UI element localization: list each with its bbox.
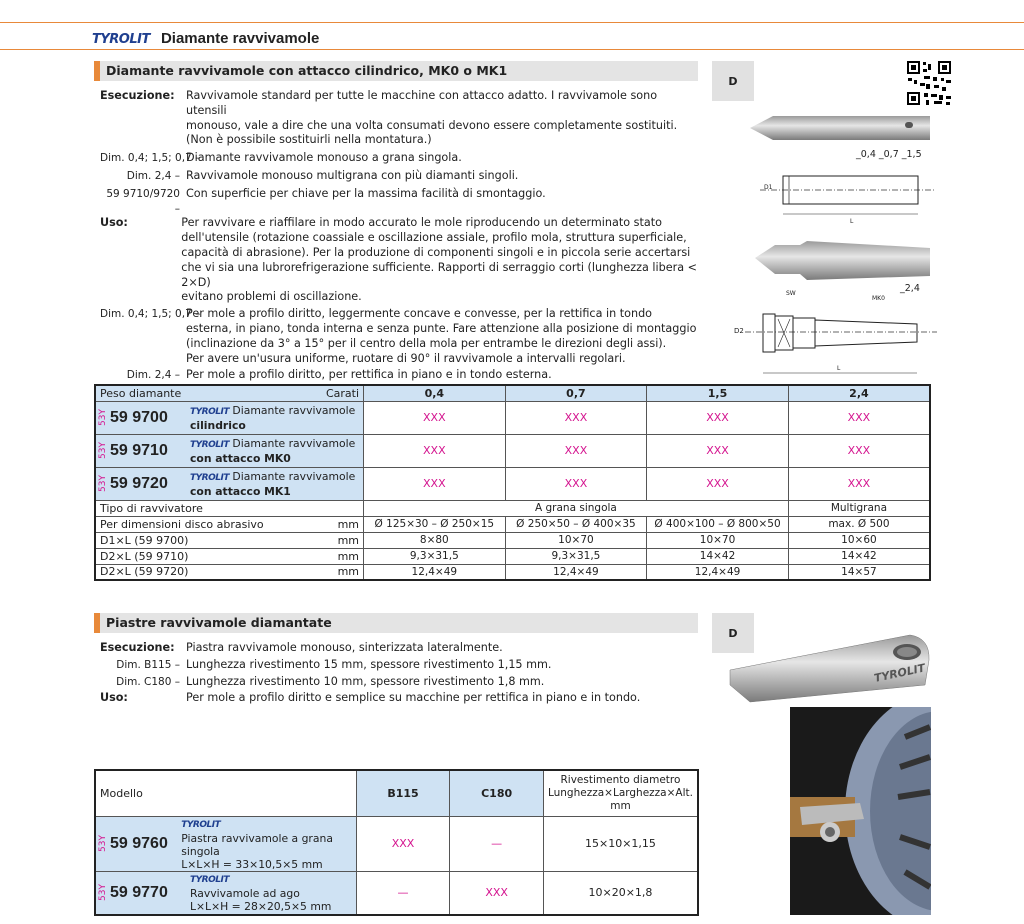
- spec-row: [95, 548, 930, 564]
- fig-d1: D1: [764, 184, 773, 191]
- d-label: D: [712, 613, 754, 653]
- spec-value: 10×60: [788, 532, 930, 548]
- header-col: 0,4: [364, 385, 506, 401]
- value-cell: XXX: [356, 816, 450, 871]
- value-cell: —: [450, 816, 544, 871]
- cylindrical-tool-photo: [750, 116, 930, 140]
- header-col: C180: [450, 770, 544, 816]
- section-title-plates: Piastre ravvivamole diamantate: [94, 613, 698, 633]
- product-desc: [190, 404, 355, 432]
- header-col: 1,5: [647, 385, 789, 401]
- product-code: 53Y: [98, 442, 108, 459]
- line: Per mole a profilo diritto, leggermente concave e convesse, per la rettifica in tondo: [186, 307, 653, 321]
- fig-dims-single: _0,4 _0,7 _1,5: [856, 149, 922, 160]
- label-dim: Dim. 2,4 –: [126, 169, 180, 182]
- header-rule-top: [0, 22, 1024, 23]
- line: monouso, vale a dire che una volta consumati devono essere completamente sostituiti.: [186, 118, 678, 132]
- label-dim: Dim. 2,4 –: [126, 369, 180, 382]
- spec-value: A grana singola: [364, 500, 789, 516]
- spec-value: 12,4×49: [364, 564, 506, 580]
- line: Per avere un'usura uniforme, ruotare di 90° il ravvivamole a intervalli regolari.: [186, 351, 626, 365]
- row-dim-b115: [100, 658, 700, 673]
- header-weight: Peso diamante Carati: [95, 385, 364, 401]
- article-number: 59 9770: [110, 883, 168, 901]
- header-col: 2,4: [788, 385, 930, 401]
- spec-value: 14×42: [647, 548, 789, 564]
- qr-code-icon: [906, 60, 952, 106]
- text-uso: [181, 216, 700, 305]
- table-header-row: [95, 770, 698, 816]
- mk0-tool-photo: [755, 241, 930, 280]
- spec-label: D2×L (59 9710) mm: [95, 548, 364, 564]
- dresser-plate-photo: [725, 630, 935, 705]
- value-cell: XXX: [788, 401, 930, 434]
- line: Piastra ravvivamole monouso, sinterizzata lateralmente.: [186, 641, 503, 654]
- header-col: B115: [356, 770, 450, 816]
- product-cell: [95, 816, 356, 871]
- row-dim-multi: [100, 169, 700, 184]
- line: Per ravvivare e riaffilare in modo accurato le mole riproducendo un determinato stato: [181, 216, 662, 230]
- row-esecuzione: [100, 641, 700, 656]
- product-code: 53Y: [98, 884, 108, 902]
- article-number: 59 9720: [110, 474, 168, 492]
- label-uso: Uso:: [100, 216, 128, 230]
- spec-label: D2×L (59 9720) mm: [95, 564, 364, 580]
- fig-dims-multi: _2,4: [900, 283, 920, 294]
- desc: Ravvivamole ad ago: [190, 887, 300, 901]
- value-cell: XXX: [505, 401, 647, 434]
- desc: Diamante ravvivamole: [232, 403, 356, 417]
- label-dim: Dim. C180 –: [116, 675, 180, 688]
- line: Lunghezza rivestimento 15 mm, spessore rivestimento 1,15 mm.: [186, 657, 552, 671]
- product-desc: [181, 817, 353, 871]
- label-dim: Dim. 0,4; 1,5; 0,7 –: [100, 308, 201, 321]
- fig-l2: L: [837, 365, 841, 372]
- application-photo: [790, 707, 931, 915]
- spec-value: Ø 250×50 – Ø 400×35: [505, 516, 647, 532]
- line: Lunghezza rivestimento 10 mm, spessore rivestimento 1,8 mm.: [186, 674, 545, 688]
- header-model: Modello: [95, 770, 356, 816]
- line: capacità di abrasione). Per la produzione di componenti singoli e in piccola serie accertarsi: [181, 245, 691, 259]
- spec-value: Multigrana: [788, 500, 930, 516]
- brand-logo: TYROLIT: [190, 439, 229, 450]
- value-cell: XXX: [788, 434, 930, 467]
- spec-value: 9,3×31,5: [505, 548, 647, 564]
- line: esterna, in piano, tonda interna e senza punte. Fare attenzione alla posizione di montaggio: [186, 321, 697, 335]
- spec-value: Ø 125×30 – Ø 250×15: [364, 516, 506, 532]
- article-number: 59 9760: [110, 834, 168, 852]
- spec-value: 12,4×49: [505, 564, 647, 580]
- line: Ravvivamole monouso multigrana con più diamanti singoli.: [186, 168, 519, 182]
- value-cell: XXX: [364, 467, 506, 500]
- header-dims: Rivestimento diametro Lunghezza×Larghezza×Alt. mm: [543, 770, 698, 816]
- spec-value: Ø 400×100 – Ø 800×50: [647, 516, 789, 532]
- line: (Non è possibile sostituirli nella montatura.): [186, 133, 432, 147]
- label-dim: 59 9710/9720 –: [106, 187, 180, 215]
- desc-bold: con attacco MK0: [190, 451, 291, 465]
- desc-bold: cilindrico: [190, 418, 246, 432]
- brand-logo: TYROLIT: [181, 819, 221, 830]
- label-dim: Dim. 0,4; 1,5; 0,7 –: [100, 152, 201, 165]
- product-desc: [190, 470, 355, 498]
- product-code: 53Y: [98, 409, 108, 426]
- text-esecuzione: [186, 89, 696, 148]
- fig-d2: D2: [734, 327, 744, 335]
- label-esecuzione: Esecuzione:: [100, 89, 175, 102]
- brand-logo: TYROLIT: [190, 406, 229, 417]
- label-esecuzione: Esecuzione:: [100, 641, 175, 654]
- line: Con superficie per chiave per la massima facilità di smontaggio.: [186, 186, 546, 200]
- spec-label: Tipo di ravvivatore: [95, 500, 364, 516]
- page-header: [92, 28, 319, 47]
- article-number: 59 9700: [110, 408, 168, 426]
- line: evitano problemi di oscillazione.: [181, 290, 362, 304]
- value-cell: XXX: [788, 467, 930, 500]
- row-dim-usage-single: [100, 307, 700, 366]
- value-cell: 10×20×1,8: [543, 871, 698, 915]
- line: che vi sia una lubrorefrigerazione sufficiente. Rapporti di serraggio corti (lunghezza libera < 2×D): [181, 260, 697, 289]
- article-number: 59 9710: [110, 441, 168, 459]
- row-dim-usage-multi: [100, 368, 700, 383]
- desc: Diamante ravvivamole: [232, 469, 356, 483]
- value-cell: 15×10×1,15: [543, 816, 698, 871]
- line: Diamante ravvivamole monouso a grana singola.: [186, 151, 462, 165]
- product-cell: [95, 434, 364, 467]
- diamond-table: [94, 384, 931, 581]
- line: Per mole a profilo diritto e semplice su macchine per rettifica in piano e in tondo.: [186, 691, 641, 705]
- spec-value: 9,3×31,5: [364, 548, 506, 564]
- row-dim-c180: [100, 675, 700, 690]
- product-desc: [190, 872, 331, 913]
- value-cell: XXX: [505, 467, 647, 500]
- brand-logo: TYROLIT: [92, 32, 150, 47]
- value-cell: XXX: [450, 871, 544, 915]
- section2-body: [100, 641, 700, 706]
- spec-value: 14×57: [788, 564, 930, 580]
- value-cell: XXX: [364, 434, 506, 467]
- line: dell'utensile (rotazione coassiale e oscillazione assiale, profilo mola, struttura superficiale,: [181, 231, 687, 245]
- fig-l1: L: [850, 218, 854, 225]
- product-cell: [95, 401, 364, 434]
- spec-value: 10×70: [505, 532, 647, 548]
- line: Ravvivamole standard per tutte le macchine con attacco adatto. I ravvivamole sono utensili: [186, 89, 658, 117]
- value-cell: —: [356, 871, 450, 915]
- brand-logo: TYROLIT: [190, 472, 229, 483]
- value-cell: XXX: [647, 401, 789, 434]
- desc-bold: con attacco MK1: [190, 484, 291, 498]
- desc: Diamante ravvivamole: [232, 436, 356, 450]
- product-desc: [190, 437, 355, 465]
- svg-text:TYROLIT: TYROLIT: [872, 661, 927, 685]
- plates-table: [94, 769, 699, 916]
- row-dim-single: [100, 151, 700, 166]
- row-key: [100, 187, 700, 217]
- table-row: [95, 467, 930, 500]
- value-cell: XXX: [364, 401, 506, 434]
- spec-row: [95, 532, 930, 548]
- spec-value: 8×80: [364, 532, 506, 548]
- spec-label: D1×L (59 9700) mm: [95, 532, 364, 548]
- spec-value: max. Ø 500: [788, 516, 930, 532]
- desc: L×L×H = 28×20,5×5 mm: [190, 900, 332, 914]
- spec-value: 10×70: [647, 532, 789, 548]
- desc: L×L×H = 33×10,5×5 mm: [181, 857, 323, 871]
- spec-value: 12,4×49: [647, 564, 789, 580]
- d-label: D: [712, 61, 754, 101]
- table-row: [95, 401, 930, 434]
- product-code: 53Y: [98, 475, 108, 492]
- value-cell: XXX: [647, 467, 789, 500]
- value-cell: XXX: [505, 434, 647, 467]
- section-title-diamonds: Diamante ravvivamole con attacco cilindrico, MK0 o MK1: [94, 61, 698, 81]
- table-header-row: [95, 385, 930, 401]
- fig-mk0: MK0: [872, 295, 885, 302]
- table-row: [95, 871, 698, 915]
- line: (inclinazione da 3° a 15° per il centro della mola per entrambe le direzioni degli assi).: [186, 336, 667, 350]
- fig-sw: SW: [786, 290, 796, 297]
- text-usage: [186, 307, 696, 366]
- spec-label: Per dimensioni disco abrasivo mm: [95, 516, 364, 532]
- value-cell: XXX: [647, 434, 789, 467]
- header-col: 0,7: [505, 385, 647, 401]
- label-dim: Dim. B115 –: [116, 658, 180, 671]
- row-uso: [100, 691, 700, 706]
- spec-row: [95, 564, 930, 580]
- page-title: Diamante ravvivamole: [160, 30, 320, 47]
- brand-logo: TYROLIT: [190, 875, 229, 886]
- label-uso: Uso:: [100, 691, 128, 705]
- product-code: 53Y: [98, 835, 108, 852]
- product-cell: [95, 871, 356, 915]
- table-row: [95, 816, 698, 871]
- product-cell: [95, 467, 364, 500]
- spec-row: [95, 500, 930, 516]
- line: Per mole a profilo diritto, per rettifica in piano e in tondo esterna.: [186, 368, 552, 382]
- spec-value: 14×42: [788, 548, 930, 564]
- header-rule-bottom: [0, 49, 1024, 50]
- row-uso: [100, 216, 700, 305]
- table-row: [95, 434, 930, 467]
- section1-body: [100, 89, 700, 383]
- spec-row: [95, 516, 930, 532]
- desc: Piastra ravvivamole a grana singola: [181, 831, 333, 858]
- row-esecuzione: [100, 89, 700, 148]
